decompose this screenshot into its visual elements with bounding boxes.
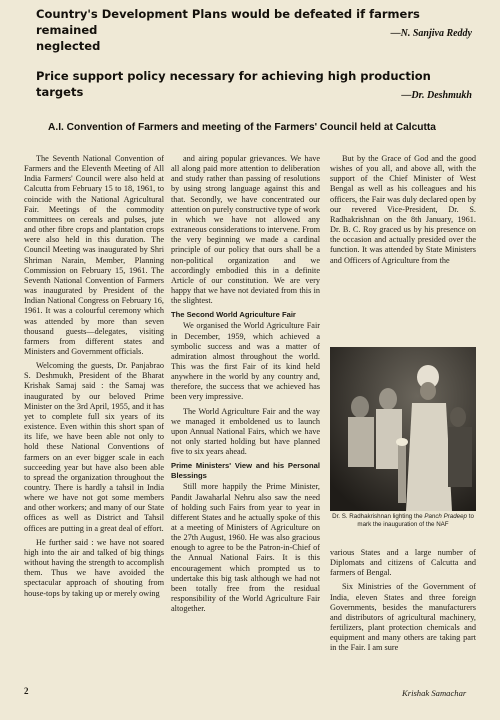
column-1 [24,154,164,603]
caption-text-2: to mark the inauguration of the NAF [357,513,474,528]
paragraph: and airing popular grievances. We have all along paid more attention to deliberation and study rather than passing of resolutions by using strong language against this and that. Secondly, we have concentrated our attention on purely constructive type of work in which we have not allowed any extraneous considerations to intervene. From the very beginning we made a cardinal principle of our policy that ours shall be a non-political organization and we accordingly embodied this in a definite Article of our constitution. We are very happy that we have not deviated from this in the slightest. [171,154,320,306]
headline-1-byline: —N. Sanjiva Reddy [390,28,472,39]
column-3-continued [330,548,476,658]
paragraph: Still more happily the Prime Minister, Pandit Jawaharlal Nehru also saw the need of holding such Fairs from year to year in different States and he actually spoke of this at a meeting of Ministers of Agriculture on the 27th August, 1960. He was also gracious enough to agree to be the Patron-in-Chief of the Annual National Fairs. It is this encouragement which prompted us to undertake this big task although we had not been totally free from the residual responsibility of the World Agriculture Fair altogether. [171,482,320,614]
headline-2-byline: —Dr. Deshmukh [401,90,472,101]
caption-text-1: Dr. S. Radhakrishnan lighting the [332,513,423,520]
paragraph: Welcoming the guests, Dr. Panjabrao S. Deshmukh, President of the Bharat Krishak Samaj said : the Samaj was inaugurated by our beloved Prime Minister on the 3rd April, 1955, and it has yet to complete full six years of its existence. Even within this short span of its life, we have been able not only to hold these National Conventions of farmers on an ever bigger scale in each succeeding year but have also been able to spread the organization throughout the country. There is hardly a tahsil in India where we have not got some members and other workers; and many of our State offices as well as District and Tahsil offices are putting in a great deal of effort. [24,361,164,533]
section-heading: Prime Ministers' View and his Personal Blessings [171,461,320,481]
paragraph: We organised the World Agriculture Fair in December, 1959, which achieved a symbolic success and was a matter of admiration almost throughout the world. This was the first Fair of its kind held anywhere in the world by any country and, therefore, the success that we achieved has been very impressive. [171,321,320,402]
inauguration-photo [330,347,476,511]
paragraph: The World Agriculture Fair and the way we managed it emboldened us to launch upon Annual National Fairs, which we have not only started holding but have planned five to six years ahead. [171,406,320,457]
paragraph: The Seventh National Convention of Farmers and the Eleventh Meeting of All India Farmers' Council were also held at Calcutta from February 15 to 18, 1961, to coincide with the National Agricultural Fair. Meetings of the commodity committees on cereals and pulses, jute and other fibre crops and plantation crops were also held in this duration. The Council Meeting was inaugurated by Shri Shriman Narain, Member, Planning Commission on February 15, 1961. The Seventh National Convention of Farmers was inaugurated by President of the Indian National Congress on February 16, 1961. It was a colourful ceremony which was attended by more than seven thousand guests—delegates, visiting farmers from different states and Ministers and Government officials. [24,154,164,356]
caption-emphasis: Panch Pradeep [424,513,467,520]
photo-illustration [330,347,476,511]
paragraph: various States and a large number of Diplomats and citizens of Calcutta and farmers of Bengal. [330,548,476,578]
photo-caption [330,513,476,528]
page-number: 2 [24,686,29,696]
paragraph: Six Ministries of the Government of India, eleven States and three foreign Governments, besides the manufacturers and distributors of agricultural machinery, fertilizers, plant protection chemicals and equipment and many others are taking part in the Fair. I am sure [330,582,476,653]
column-2 [171,154,320,618]
headline-1-line-1: Country's Development Plans would be defeated if farmers remained [36,7,420,37]
publication-name: Krishak Samachar [402,688,467,698]
paragraph: He further said : we have not soared high into the air and talked of big things without having the strength to accomplish them. Thus we have avoided the spectacular approach of shouting from house-tops by taking up or merely owing [24,537,164,598]
section-heading: The Second World Agriculture Fair [171,310,296,320]
paragraph: But by the Grace of God and the good wishes of you all, and above all, with the support of the Chief Minister of West Bengal as well as his colleagues and his officers, the Fair was duly declared open by our revered Vice-President, Dr. S. Radhakrishnan on the 8th January, 1961. Dr. B. C. Roy graced us by his presence on the occasion and actually presided over the function. It was attended by State Ministers and Officers of Agriculture from the [330,154,476,265]
headline-1-line-2: neglected [36,39,101,53]
article-subheading: A.I. Convention of Farmers and meeting of the Farmers' Council held at Calcutta [48,122,436,133]
column-3 [330,154,476,270]
headline-2-line-1: Price support policy necessary for achieving high production targets [36,69,431,99]
